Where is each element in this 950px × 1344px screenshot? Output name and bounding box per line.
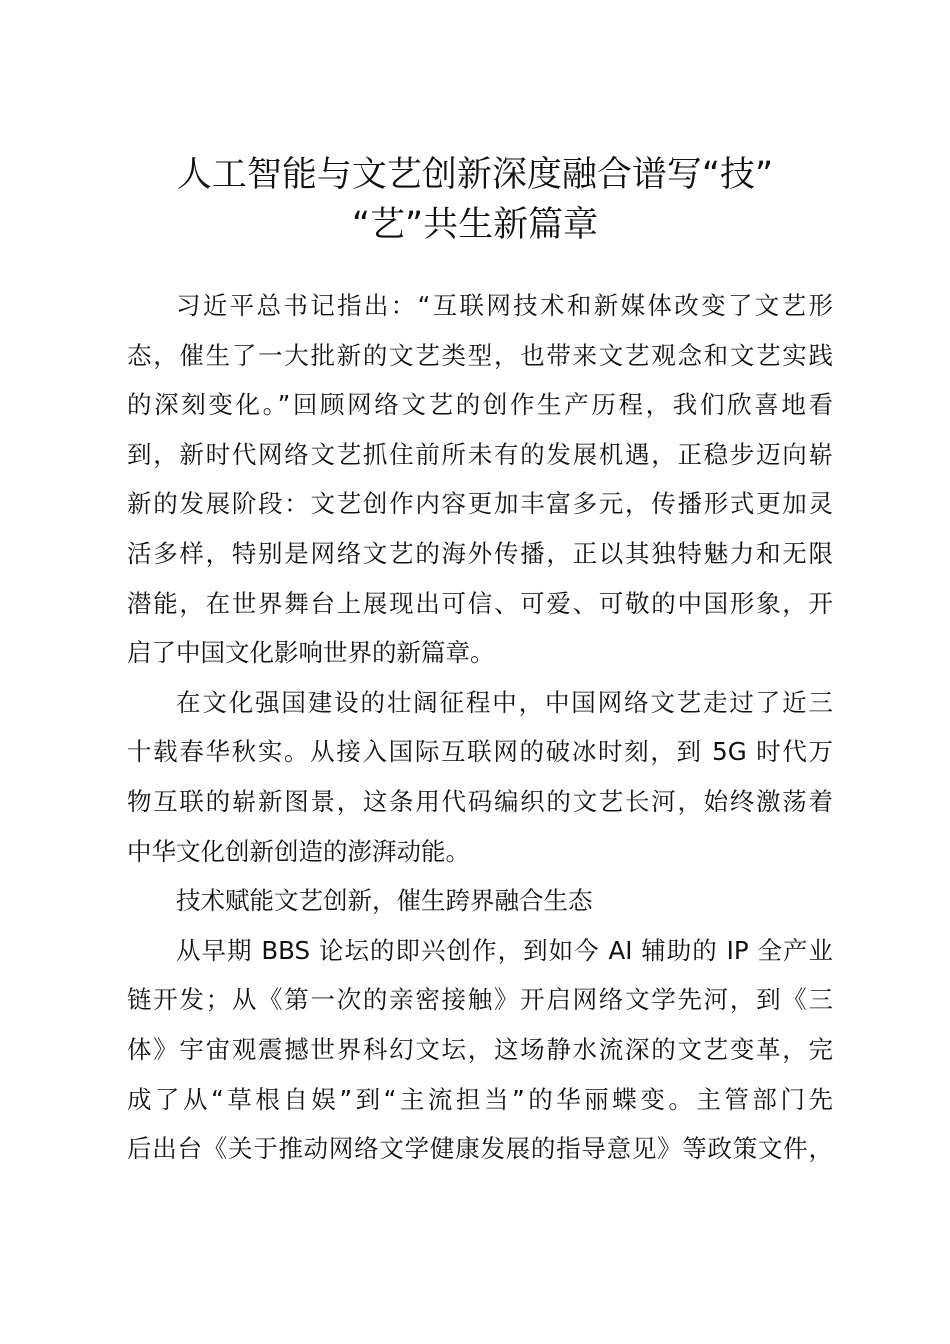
section-subheading (127, 876, 833, 926)
paragraph (127, 926, 833, 1174)
text-line: 成了从“草根自娱”到“主流担当”的华丽蝶变。主管部门先 (127, 1084, 833, 1114)
text-line: 启了中国文化影响世界的新篇章。 (127, 638, 495, 668)
article-body (127, 281, 833, 1174)
title-line: “艺”共生新篇章 (351, 205, 599, 245)
text-line: 态，催生了一大批新的文艺类型，也带来文艺观念和文艺实践 (127, 340, 833, 370)
paragraph (127, 281, 833, 678)
article-title (120, 150, 830, 250)
text-line: 中华文化创新创造的澎湃动能。 (127, 836, 470, 866)
text-line: 链开发；从《第一次的亲密接触》开启网络文学先河，到《三 (127, 985, 833, 1015)
text-line: 新的发展阶段：文艺创作内容更加丰富多元，传播形式更加灵 (127, 489, 833, 519)
text-line: 技术赋能文艺创新，催生跨界融合生态 (176, 886, 593, 916)
text-line: 活多样，特别是网络文艺的海外传播，正以其独特魅力和无限 (127, 538, 833, 568)
text-line: 物互联的崭新图景，这条用代码编织的文艺长河，始终激荡着 (127, 786, 833, 816)
text-line: 到，新时代网络文艺抓住前所未有的发展机遇，正稳步迈向崭 (127, 439, 833, 469)
paragraph (127, 678, 833, 876)
text-line: 后出台《关于推动网络文学健康发展的指导意见》等政策文件， (127, 1134, 833, 1164)
text-line: 体》宇宙观震撼世界科幻文坛，这场静水流深的文艺变革，完 (127, 1034, 833, 1064)
text-line: 十载春华秋实。从接入国际互联网的破冰时刻，到 5G 时代万 (127, 737, 833, 767)
text-line: 在文化强国建设的壮阔征程中，中国网络文艺走过了近三 (176, 687, 833, 717)
text-line: 从早期 BBS 论坛的即兴创作，到如今 AI 辅助的 IP 全产业 (176, 935, 833, 965)
text-line: 潜能，在世界舞台上展现出可信、可爱、可敬的中国形象，开 (127, 588, 833, 618)
title-line: 人工智能与文艺创新深度融合谱写“技” (176, 155, 774, 195)
text-line: 习近平总书记指出：“互联网技术和新媒体改变了文艺形 (176, 291, 833, 320)
text-line: 的深刻变化。”回顾网络文艺的创作生产历程，我们欣喜地看 (127, 390, 833, 420)
